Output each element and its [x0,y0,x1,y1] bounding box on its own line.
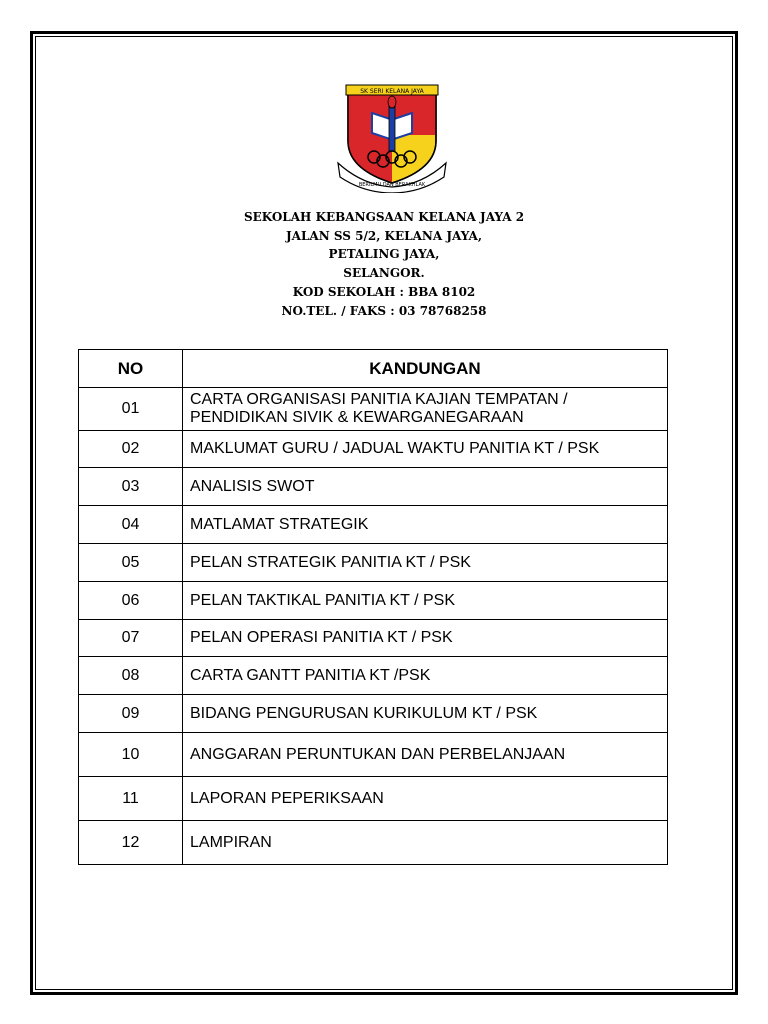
table-row [79,582,668,620]
school-crest-logo [332,83,452,193]
row-title: LAMPIRAN [183,821,668,865]
address-line-1: JALAN SS 5/2, KELANA JAYA, [285,228,483,243]
row-number: 09 [79,695,183,733]
table-row [79,506,668,544]
table-row [79,695,668,733]
row-number: 11 [79,777,183,821]
row-title: BIDANG PENGURUSAN KURIKULUM KT / PSK [183,695,668,733]
row-number: 06 [79,582,183,620]
school-code: KOD SEKOLAH : BBA 8102 [292,284,476,299]
row-number: 04 [79,506,183,544]
row-number: 07 [79,620,183,657]
table-row [79,388,668,431]
row-number: 10 [79,733,183,777]
school-address-block [0,208,768,320]
row-title: PELAN STRATEGIK PANITIA KT / PSK [183,544,668,582]
school-name: SEKOLAH KEBANGSAAN KELANA JAYA 2 [243,210,525,224]
table-row [79,821,668,865]
row-title: LAPORAN PEPERIKSAAN [183,777,668,821]
header-contents: KANDUNGAN [183,350,668,388]
table-row [79,431,668,468]
crest-banner-bottom: BERILMU DAN BERAKHLAK [358,182,426,188]
row-title [183,388,668,431]
table-row [79,733,668,777]
row-title: PELAN OPERASI PANITIA KT / PSK [183,620,668,657]
table-row [79,620,668,657]
table-header-row [79,350,668,388]
table-row [79,544,668,582]
row-number: 08 [79,657,183,695]
table-row [79,657,668,695]
row-title: CARTA GANTT PANITIA KT /PSK [183,657,668,695]
row-title: ANGGARAN PERUNTUKAN DAN PERBELANJAAN [183,733,668,777]
row-number: 05 [79,544,183,582]
row-title: ANALISIS SWOT [183,468,668,506]
address-state: SELANGOR. [343,266,425,281]
address-line-2: PETALING JAYA, [328,247,440,262]
crest-banner-top: SK SERI KELANA JAYA [360,88,424,95]
row-number: 03 [79,468,183,506]
contents-table [78,349,668,865]
table-row [79,468,668,506]
row-number: 12 [79,821,183,865]
row-title-line: PENDIDIKAN SIVIK & KEWARGANEGARAAN [190,409,524,426]
row-number: 01 [79,388,183,431]
header-no: NO [79,350,183,388]
row-title-line: CARTA ORGANISASI PANITIA KAJIAN TEMPATAN / [190,391,568,408]
phone-fax: NO.TEL. / FAKS : 03 78768258 [281,303,487,318]
row-title: MAKLUMAT GURU / JADUAL WAKTU PANITIA KT / PSK [183,431,668,468]
row-number: 02 [79,431,183,468]
table-row [79,777,668,821]
row-title: PELAN TAKTIKAL PANITIA KT / PSK [183,582,668,620]
row-title: MATLAMAT STRATEGIK [183,506,668,544]
